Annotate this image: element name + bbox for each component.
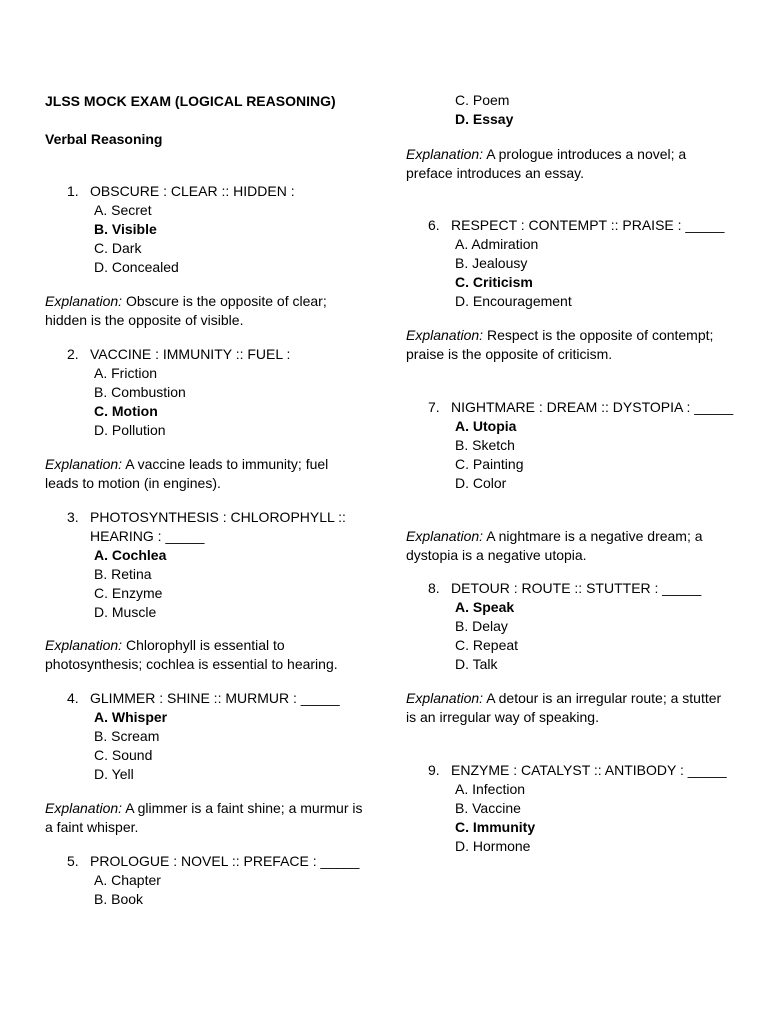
explanation-6 bbox=[406, 326, 726, 364]
question-number: 6. bbox=[428, 217, 440, 233]
question-4 bbox=[45, 689, 375, 784]
option-list bbox=[406, 235, 736, 311]
explanation-7 bbox=[406, 527, 726, 565]
option-correct: B. Visible bbox=[94, 221, 157, 237]
option-list bbox=[45, 201, 375, 277]
question-number: 2. bbox=[67, 346, 79, 362]
explanation-1 bbox=[45, 292, 365, 330]
explanation-label: Explanation: bbox=[406, 690, 484, 706]
question-7 bbox=[406, 398, 736, 493]
option: C. Enzyme bbox=[94, 585, 163, 601]
explanation-5 bbox=[406, 145, 726, 183]
option: B. Jealousy bbox=[455, 255, 528, 271]
option: D. Hormone bbox=[455, 838, 531, 854]
option: B. Scream bbox=[94, 728, 160, 744]
option-list bbox=[45, 364, 375, 440]
explanation-label: Explanation: bbox=[406, 146, 484, 162]
option-correct: A. Whisper bbox=[94, 709, 168, 725]
option-correct: A. Speak bbox=[455, 599, 515, 615]
explanation-8 bbox=[406, 689, 726, 727]
option-list bbox=[45, 708, 375, 784]
explanation-label: Explanation: bbox=[45, 637, 123, 653]
explanation-4 bbox=[45, 799, 365, 837]
document-title: JLSS MOCK EXAM (LOGICAL REASONING) bbox=[45, 93, 336, 109]
option-correct: C. Motion bbox=[94, 403, 158, 419]
option-list bbox=[406, 780, 736, 856]
question-number: 9. bbox=[428, 762, 440, 778]
question-prompt: GLIMMER : SHINE :: MURMUR : _____ bbox=[90, 690, 340, 706]
option: A. Admiration bbox=[455, 236, 539, 252]
question-2 bbox=[45, 345, 375, 440]
option: C. Painting bbox=[455, 456, 524, 472]
option-list bbox=[406, 598, 736, 674]
question-number: 3. bbox=[67, 509, 79, 525]
question-5 bbox=[45, 852, 375, 909]
option: D. Concealed bbox=[94, 259, 179, 275]
option: B. Vaccine bbox=[455, 800, 521, 816]
option: C. Repeat bbox=[455, 637, 519, 653]
question-number: 8. bbox=[428, 580, 440, 596]
option-correct: D. Essay bbox=[455, 111, 514, 127]
option: C. Sound bbox=[94, 747, 153, 763]
option: C. Poem bbox=[455, 92, 510, 108]
question-3 bbox=[45, 508, 375, 622]
question-number: 4. bbox=[67, 690, 79, 706]
explanation-text: A prologue introduces a novel; a preface introduces an essay. bbox=[406, 146, 687, 181]
option: D. Pollution bbox=[94, 422, 166, 438]
option: D. Encouragement bbox=[455, 293, 572, 309]
option: B. Combustion bbox=[94, 384, 186, 400]
explanation-text: A nightmare is a negative dream; a dystopia is a negative utopia. bbox=[406, 528, 703, 563]
explanation-3 bbox=[45, 636, 365, 674]
option-list bbox=[45, 546, 375, 622]
explanation-label: Explanation: bbox=[45, 800, 123, 816]
question-1 bbox=[45, 182, 375, 277]
question-number: 7. bbox=[428, 399, 440, 415]
explanation-label: Explanation: bbox=[45, 456, 123, 472]
explanation-label: Explanation: bbox=[406, 528, 484, 544]
question-prompt: OBSCURE : CLEAR :: HIDDEN : bbox=[90, 183, 295, 199]
question-prompt: ENZYME : CATALYST :: ANTIBODY : _____ bbox=[451, 762, 727, 778]
option: A. Chapter bbox=[94, 872, 161, 888]
question-number: 1. bbox=[67, 183, 79, 199]
option: B. Retina bbox=[94, 566, 152, 582]
option: D. Talk bbox=[455, 656, 498, 672]
option: C. Dark bbox=[94, 240, 142, 256]
question-prompt: NIGHTMARE : DREAM :: DYSTOPIA : _____ bbox=[451, 399, 734, 415]
explanation-text: Obscure is the opposite of clear; hidden is the opposite of visible. bbox=[45, 293, 327, 328]
option-correct: C. Criticism bbox=[455, 274, 533, 290]
option-list bbox=[45, 871, 375, 909]
option-correct: A. Utopia bbox=[455, 418, 517, 434]
question-prompt: PHOTOSYNTHESIS : CHLOROPHYLL :: HEARING : _____ bbox=[90, 509, 346, 544]
option-list bbox=[406, 91, 736, 129]
explanation-text: Chlorophyll is essential to photosynthesis; cochlea is essential to hearing. bbox=[45, 637, 338, 672]
option: D. Muscle bbox=[94, 604, 157, 620]
section-heading: Verbal Reasoning bbox=[45, 131, 163, 147]
question-prompt: VACCINE : IMMUNITY :: FUEL : bbox=[90, 346, 291, 362]
question-6 bbox=[406, 216, 736, 311]
question-prompt: DETOUR : ROUTE :: STUTTER : _____ bbox=[451, 580, 702, 596]
option: A. Infection bbox=[455, 781, 526, 797]
question-prompt: PROLOGUE : NOVEL :: PREFACE : _____ bbox=[90, 853, 360, 869]
explanation-text: A glimmer is a faint shine; a murmur is a faint whisper. bbox=[45, 800, 363, 835]
question-8 bbox=[406, 579, 736, 674]
option-list bbox=[406, 417, 736, 493]
option: B. Sketch bbox=[455, 437, 515, 453]
question-number: 5. bbox=[67, 853, 79, 869]
option: D. Color bbox=[455, 475, 507, 491]
question-5-continued bbox=[406, 91, 736, 129]
question-prompt: RESPECT : CONTEMPT :: PRAISE : _____ bbox=[451, 217, 725, 233]
explanation-2 bbox=[45, 455, 365, 493]
option-correct: A. Cochlea bbox=[94, 547, 167, 563]
explanation-text: A vaccine leads to immunity; fuel leads to motion (in engines). bbox=[45, 456, 329, 491]
question-9 bbox=[406, 761, 736, 856]
explanation-label: Explanation: bbox=[45, 293, 123, 309]
explanation-text: Respect is the opposite of contempt; praise is the opposite of criticism. bbox=[406, 327, 714, 362]
option: A. Friction bbox=[94, 365, 158, 381]
option: B. Book bbox=[94, 891, 144, 907]
explanation-label: Explanation: bbox=[406, 327, 484, 343]
option: A. Secret bbox=[94, 202, 152, 218]
option: D. Yell bbox=[94, 766, 134, 782]
explanation-text: A detour is an irregular route; a stutter is an irregular way of speaking. bbox=[406, 690, 722, 725]
option: B. Delay bbox=[455, 618, 508, 634]
option-correct: C. Immunity bbox=[455, 819, 536, 835]
